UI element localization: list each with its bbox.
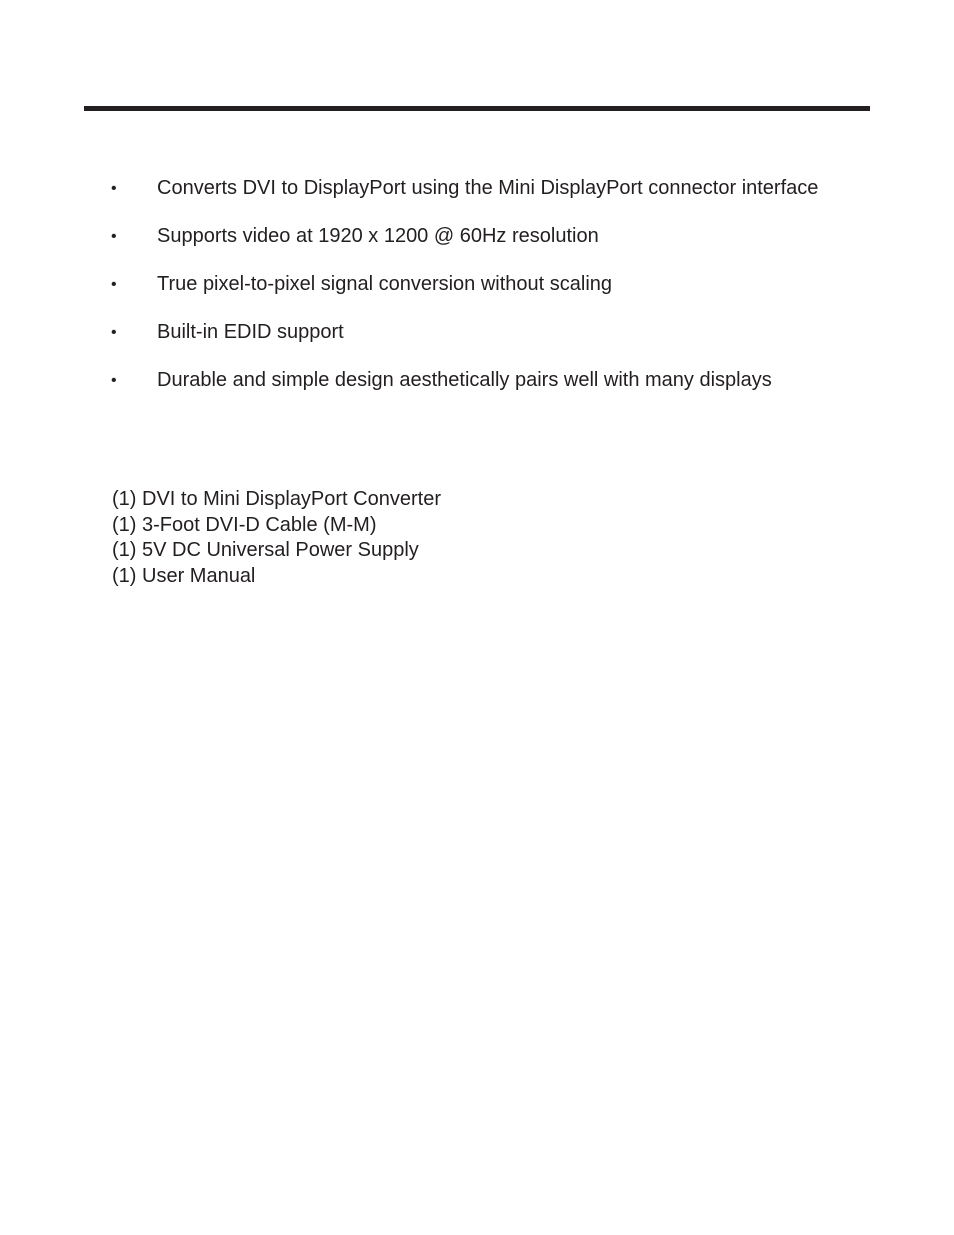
features-list	[0, 176, 954, 416]
feature-item	[0, 368, 954, 393]
package-item: (1) 3-Foot DVI-D Cable (M-M)	[112, 513, 377, 536]
feature-text: Supports video at 1920 x 1200 @ 60Hz resolution	[157, 225, 599, 247]
feature-item	[0, 224, 954, 249]
feature-item	[0, 176, 954, 201]
feature-item	[0, 272, 954, 297]
package-contents-list	[112, 487, 441, 589]
section-divider	[84, 106, 870, 111]
bullet-icon: •	[111, 276, 117, 293]
package-item: (1) User Manual	[112, 564, 256, 587]
feature-text: Built-in EDID support	[157, 321, 344, 343]
package-item: (1) DVI to Mini DisplayPort Converter	[112, 488, 441, 510]
feature-text: True pixel-to-pixel signal conversion without scaling	[157, 273, 613, 295]
package-item: (1) 5V DC Universal Power Supply	[112, 539, 419, 561]
bullet-icon: •	[111, 180, 117, 197]
bullet-icon: •	[111, 324, 117, 341]
bullet-icon: •	[111, 372, 117, 389]
feature-text: Converts DVI to DisplayPort using the Mini DisplayPort connector interface	[157, 177, 819, 199]
bullet-icon: •	[111, 228, 117, 245]
feature-item	[0, 320, 954, 345]
feature-text: Durable and simple design aesthetically pairs well with many displays	[157, 369, 772, 391]
